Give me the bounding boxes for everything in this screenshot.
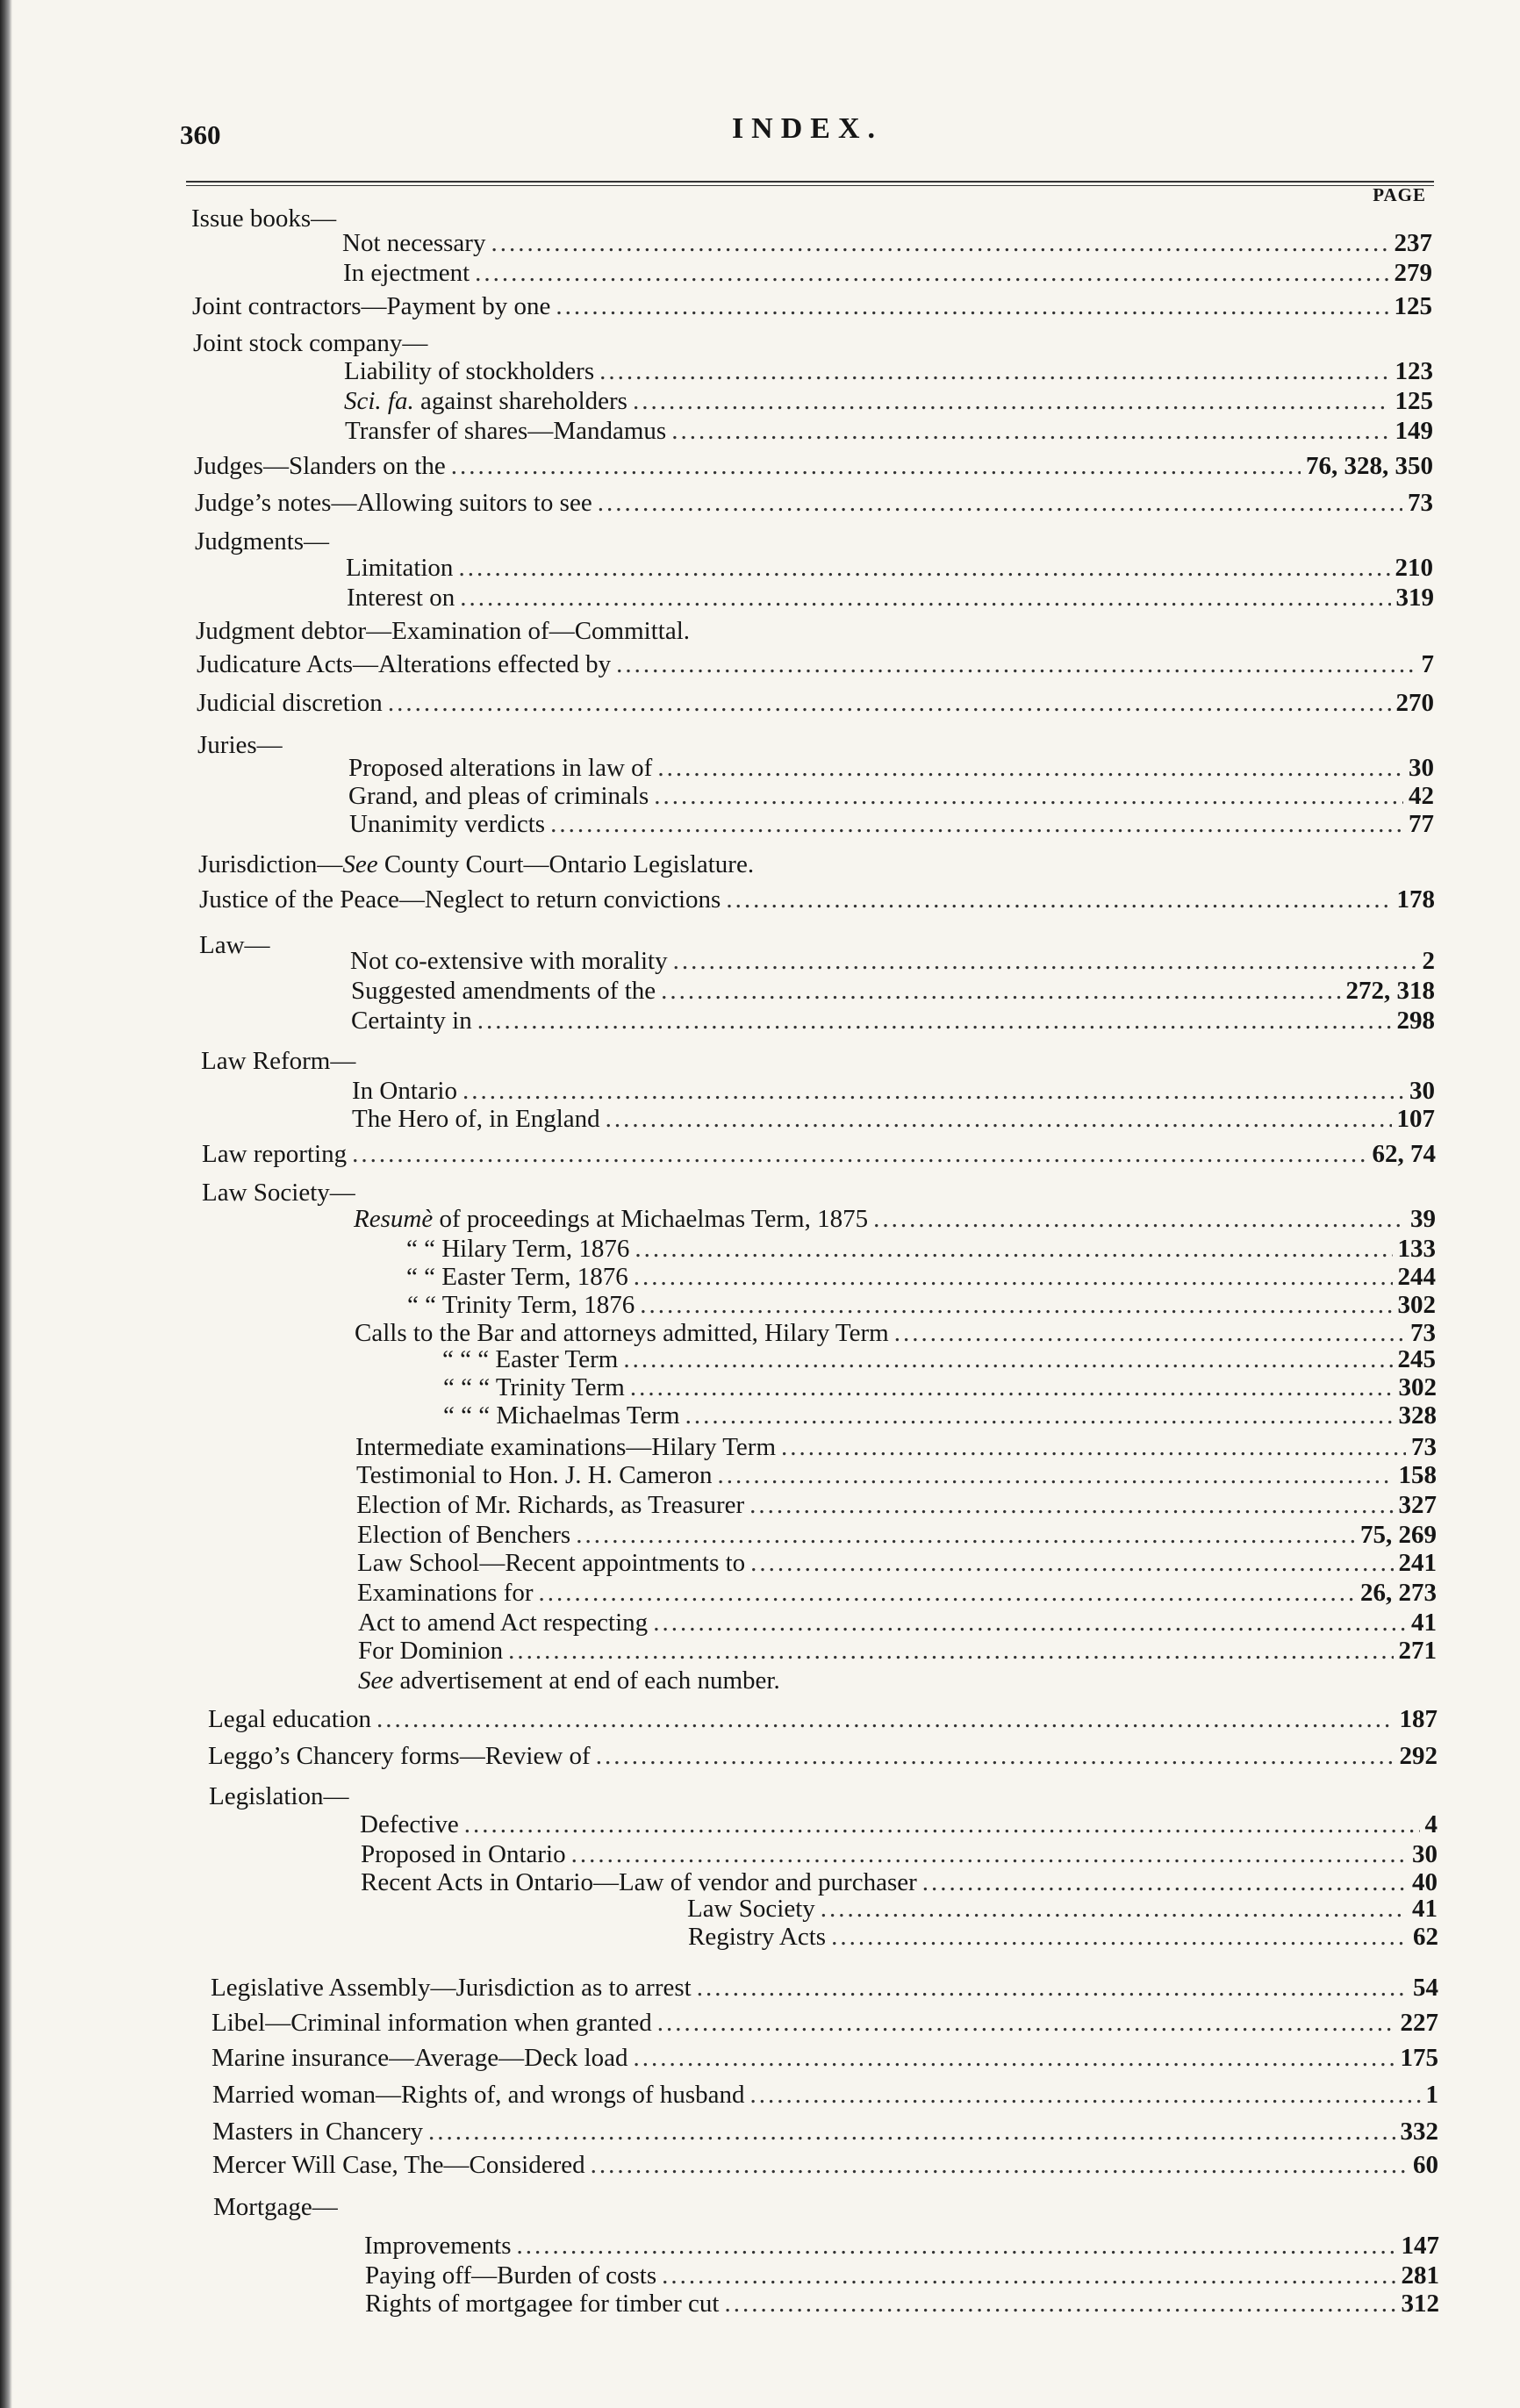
entry-text: Judges—Slanders on the bbox=[194, 452, 446, 480]
entry-text: Registry Acts bbox=[688, 1923, 827, 1951]
index-subentry bbox=[351, 1006, 1435, 1036]
entry-text: Married woman—Rights of, and wrongs of husband bbox=[212, 2081, 745, 2109]
entry-text: “ “ “ Trinity Term bbox=[443, 1373, 625, 1401]
index-subentry bbox=[355, 1318, 1436, 1348]
index-subentry bbox=[351, 976, 1435, 1006]
index-subentry bbox=[364, 2231, 1439, 2261]
leader-dots bbox=[634, 1262, 1393, 1292]
index-subentry bbox=[348, 753, 1434, 783]
index-subentry bbox=[442, 1344, 1436, 1374]
entry-text: Law School—Recent appointments to bbox=[357, 1549, 746, 1577]
index-subentry bbox=[348, 781, 1434, 811]
entry-page-ref: 147 bbox=[1401, 2232, 1439, 2260]
leader-dots bbox=[599, 356, 1389, 386]
entry-text: “ “ Easter Term, 1876 bbox=[406, 1263, 628, 1291]
leader-dots bbox=[458, 553, 1389, 583]
entry-text: Examinations for bbox=[357, 1579, 534, 1607]
entry-text: Judgment debtor—Examination of—Committal. bbox=[196, 617, 691, 645]
leader-dots bbox=[697, 1973, 1408, 2003]
index-entry bbox=[195, 488, 1433, 518]
entry-text: Issue books— bbox=[191, 204, 337, 233]
entry-text: Interest on bbox=[347, 584, 455, 612]
leader-dots bbox=[630, 1372, 1394, 1402]
entry-text: Law— bbox=[199, 931, 270, 959]
entry-text: Defective bbox=[360, 1810, 459, 1838]
entry-text: Rights of mortgagee for timber cut bbox=[365, 2290, 720, 2318]
index-entry bbox=[197, 649, 1434, 679]
leader-dots bbox=[633, 386, 1390, 416]
entry-text: Resumè of proceedings at Michaelmas Term, 1875 bbox=[354, 1205, 869, 1233]
entry-text: “ “ Trinity Term, 1876 bbox=[407, 1291, 635, 1319]
leader-dots bbox=[376, 1704, 1395, 1734]
index-subentry bbox=[355, 1432, 1437, 1462]
index-entry bbox=[198, 849, 1434, 879]
entry-page-ref: 302 bbox=[1397, 1291, 1436, 1319]
entry-text: Limitation bbox=[346, 554, 454, 582]
leader-dots bbox=[654, 781, 1403, 811]
entry-page-ref: 245 bbox=[1397, 1345, 1436, 1373]
entry-text: Improvements bbox=[364, 2232, 512, 2260]
entry-page-ref: 279 bbox=[1394, 259, 1432, 287]
leader-dots bbox=[685, 1401, 1394, 1430]
index-entry bbox=[208, 1704, 1438, 1734]
leader-dots bbox=[596, 1741, 1395, 1771]
entry-text: Libel—Criminal information when granted bbox=[212, 2009, 652, 2037]
index-entry bbox=[212, 2008, 1438, 2038]
entry-page-ref: 41 bbox=[1412, 1895, 1438, 1923]
entry-text: The Hero of, in England bbox=[352, 1105, 600, 1133]
leader-dots bbox=[428, 2117, 1395, 2146]
entry-text: Testimonial to Hon. J. H. Cameron bbox=[356, 1461, 713, 1489]
entry-page-ref: 298 bbox=[1396, 1007, 1435, 1035]
leader-dots bbox=[640, 1290, 1392, 1320]
index-entry bbox=[195, 527, 1433, 556]
index-subentry bbox=[357, 1578, 1437, 1608]
entry-text: Grand, and pleas of criminals bbox=[348, 782, 649, 810]
index-entry bbox=[212, 2043, 1438, 2073]
entry-page-ref: 30 bbox=[1409, 754, 1434, 782]
entry-page-ref: 39 bbox=[1410, 1205, 1436, 1233]
leader-dots bbox=[673, 946, 1417, 976]
entry-text: Recent Acts in Ontario—Law of vendor and purchaser bbox=[361, 1868, 917, 1896]
entry-text: Judicial discretion bbox=[197, 689, 383, 717]
leader-dots bbox=[657, 2008, 1395, 2038]
index-subentry bbox=[356, 1490, 1437, 1520]
entry-text: Legislative Assembly—Jurisdiction as to arrest bbox=[211, 1974, 692, 2002]
entry-page-ref: 60 bbox=[1413, 2151, 1438, 2179]
entry-page-ref: 158 bbox=[1398, 1461, 1437, 1489]
leader-dots bbox=[462, 1076, 1404, 1106]
entry-text: Judicature Acts—Alterations effected by bbox=[197, 650, 612, 678]
entry-text: Proposed in Ontario bbox=[361, 1840, 566, 1868]
index-subentry bbox=[361, 1839, 1438, 1869]
entry-page-ref: 133 bbox=[1397, 1235, 1436, 1263]
index-subentry bbox=[358, 1666, 1437, 1695]
leader-dots bbox=[591, 2150, 1408, 2180]
entry-text: Law reporting bbox=[202, 1140, 348, 1168]
entry-text: Paying off—Burden of costs bbox=[365, 2261, 657, 2290]
leader-dots bbox=[653, 1608, 1406, 1638]
entry-page-ref: 328 bbox=[1398, 1401, 1437, 1430]
index-entry bbox=[213, 2192, 1439, 2222]
entry-text: Law Reform— bbox=[201, 1047, 356, 1075]
index-subentry bbox=[688, 1922, 1438, 1952]
leader-dots bbox=[635, 1234, 1392, 1264]
entry-page-ref: 125 bbox=[1395, 387, 1433, 415]
leader-dots bbox=[556, 291, 1388, 321]
entry-text: Suggested amendments of the bbox=[351, 977, 656, 1005]
entry-page-ref: 41 bbox=[1411, 1609, 1437, 1637]
entry-text: Election of Benchers bbox=[357, 1521, 571, 1549]
index-entry bbox=[201, 1046, 1435, 1076]
leader-dots bbox=[922, 1867, 1407, 1897]
entry-text: Judgments— bbox=[195, 527, 330, 555]
index-subentry bbox=[352, 1104, 1435, 1134]
index-entry bbox=[212, 2117, 1438, 2146]
leader-dots bbox=[750, 1548, 1393, 1578]
index-subentry bbox=[687, 1894, 1438, 1924]
entry-page-ref: 187 bbox=[1399, 1705, 1438, 1733]
entry-text: Mercer Will Case, The—Considered bbox=[212, 2151, 585, 2179]
index-subentry bbox=[344, 386, 1433, 416]
leader-dots bbox=[491, 228, 1388, 258]
entry-text: Legislation— bbox=[209, 1782, 349, 1810]
entry-text: Not necessary bbox=[342, 229, 486, 257]
leader-dots bbox=[477, 1006, 1392, 1036]
entry-page-ref: 26, 273 bbox=[1360, 1579, 1437, 1607]
leader-dots bbox=[606, 1104, 1392, 1134]
entry-text: Leggo’s Chancery forms—Review of bbox=[208, 1742, 591, 1770]
leader-dots bbox=[781, 1432, 1406, 1462]
index-entry bbox=[194, 451, 1433, 481]
index-subentry bbox=[346, 553, 1433, 583]
entry-text: Marine insurance—Average—Deck load bbox=[212, 2044, 628, 2072]
entry-text: Proposed alterations in law of bbox=[348, 754, 653, 782]
entry-page-ref: 332 bbox=[1400, 2118, 1438, 2146]
index-subentry bbox=[358, 1608, 1437, 1638]
entry-text: “ “ “ Easter Term bbox=[442, 1345, 619, 1373]
entry-page-ref: 272, 318 bbox=[1345, 977, 1435, 1005]
leader-dots bbox=[661, 976, 1340, 1006]
entry-text: Judge’s notes—Allowing suitors to see bbox=[195, 489, 592, 517]
leader-dots bbox=[623, 1344, 1392, 1374]
index-subentry bbox=[350, 946, 1435, 976]
entry-page-ref: 327 bbox=[1398, 1491, 1437, 1519]
leader-dots bbox=[750, 2080, 1421, 2110]
entry-page-ref: 312 bbox=[1401, 2290, 1439, 2318]
entry-text: Unanimity verdicts bbox=[349, 810, 546, 838]
index-subentry bbox=[365, 2289, 1439, 2318]
entry-text: Election of Mr. Richards, as Treasurer bbox=[356, 1491, 745, 1519]
index-subentry bbox=[406, 1262, 1436, 1292]
leader-dots bbox=[726, 885, 1391, 914]
leader-dots bbox=[831, 1922, 1408, 1952]
leader-dots bbox=[475, 258, 1388, 288]
entry-text: Joint stock company— bbox=[193, 329, 428, 357]
leader-dots bbox=[671, 416, 1389, 446]
leader-dots bbox=[508, 1636, 1393, 1666]
leader-dots bbox=[388, 688, 1391, 718]
index-entry bbox=[193, 328, 1433, 358]
leader-dots bbox=[616, 649, 1416, 679]
entry-text: See advertisement at end of each number. bbox=[358, 1666, 780, 1695]
entry-page-ref: 76, 328, 350 bbox=[1306, 452, 1433, 480]
leader-dots bbox=[657, 753, 1403, 783]
entry-text: Act to amend Act respecting bbox=[358, 1609, 649, 1637]
index-subentry bbox=[361, 1867, 1438, 1897]
leader-dots bbox=[464, 1810, 1420, 1839]
leader-dots bbox=[451, 451, 1301, 481]
index-entry bbox=[196, 616, 1434, 646]
index-subentry bbox=[365, 2261, 1439, 2290]
leader-dots bbox=[724, 2289, 1395, 2318]
entry-page-ref: 149 bbox=[1395, 417, 1433, 445]
index-entry bbox=[197, 688, 1434, 718]
entry-text: Transfer of shares—Mandamus bbox=[345, 417, 667, 445]
index-subentry bbox=[407, 1290, 1436, 1320]
entry-page-ref: 1 bbox=[1425, 2081, 1438, 2109]
index-entry bbox=[202, 1178, 1436, 1208]
entry-page-ref: 73 bbox=[1408, 489, 1433, 517]
entry-text: “ “ “ Michaelmas Term bbox=[443, 1401, 680, 1430]
entry-text: In ejectment bbox=[343, 259, 470, 287]
entry-text: For Dominion bbox=[358, 1637, 504, 1665]
entry-page-ref: 244 bbox=[1397, 1263, 1436, 1291]
leader-dots bbox=[550, 809, 1403, 839]
entry-text: In Ontario bbox=[352, 1077, 457, 1105]
entry-page-ref: 227 bbox=[1400, 2009, 1438, 2037]
entry-text: Calls to the Bar and attorneys admitted, Hilary Term bbox=[355, 1319, 889, 1347]
entry-text: Mortgage— bbox=[213, 2193, 338, 2221]
index-subentry bbox=[347, 583, 1434, 613]
index-subentry bbox=[358, 1636, 1437, 1666]
index-subentry bbox=[356, 1460, 1437, 1490]
page-number: 360 bbox=[180, 119, 221, 150]
entry-page-ref: 42 bbox=[1409, 782, 1434, 810]
entry-page-ref: 123 bbox=[1395, 357, 1433, 385]
entry-page-ref: 30 bbox=[1412, 1840, 1438, 1868]
leader-dots bbox=[460, 583, 1390, 613]
entry-page-ref: 292 bbox=[1399, 1742, 1438, 1770]
entry-page-ref: 77 bbox=[1409, 810, 1434, 838]
leader-dots bbox=[539, 1578, 1355, 1608]
entry-page-ref: 2 bbox=[1422, 947, 1435, 975]
entry-text: Not co-extensive with morality bbox=[350, 947, 668, 975]
leader-dots bbox=[634, 2043, 1395, 2073]
entry-page-ref: 40 bbox=[1412, 1868, 1438, 1896]
index-subentry bbox=[354, 1204, 1436, 1234]
entry-page-ref: 241 bbox=[1398, 1549, 1437, 1577]
entry-page-ref: 270 bbox=[1395, 689, 1434, 717]
entry-page-ref: 107 bbox=[1396, 1105, 1435, 1133]
entry-page-ref: 210 bbox=[1395, 554, 1433, 582]
index-subentry bbox=[345, 416, 1433, 446]
entry-page-ref: 73 bbox=[1411, 1433, 1437, 1461]
entry-page-ref: 62, 74 bbox=[1372, 1140, 1436, 1168]
entry-text: Law Society bbox=[687, 1895, 815, 1923]
index-entry bbox=[212, 2080, 1438, 2110]
index-entry bbox=[202, 1139, 1436, 1169]
index-entry bbox=[209, 1781, 1438, 1811]
entry-page-ref: 178 bbox=[1396, 885, 1435, 914]
leader-dots bbox=[821, 1894, 1407, 1924]
entry-text: Legal education bbox=[208, 1705, 371, 1733]
index-subentry bbox=[342, 228, 1432, 258]
index-subentry bbox=[357, 1548, 1437, 1578]
entry-text: Juries— bbox=[197, 731, 283, 759]
entry-text: Law Society— bbox=[202, 1179, 355, 1207]
entry-text: Masters in Chancery bbox=[212, 2118, 423, 2146]
index-subentry bbox=[443, 1372, 1437, 1402]
entry-text: Sci. fa. against shareholders bbox=[344, 387, 627, 415]
index-subentry bbox=[343, 258, 1432, 288]
leader-dots bbox=[873, 1204, 1405, 1234]
entry-text: Joint contractors—Payment by one bbox=[192, 292, 551, 320]
entry-text: Justice of the Peace—Neglect to return convictions bbox=[199, 885, 721, 914]
index-entry bbox=[208, 1741, 1438, 1771]
entry-text: “ “ Hilary Term, 1876 bbox=[406, 1235, 630, 1263]
entry-page-ref: 319 bbox=[1395, 584, 1434, 612]
entry-page-ref: 4 bbox=[1424, 1810, 1438, 1838]
entry-page-ref: 175 bbox=[1400, 2044, 1438, 2072]
entry-page-ref: 62 bbox=[1413, 1923, 1438, 1951]
index-subentry bbox=[349, 809, 1434, 839]
entry-page-ref: 271 bbox=[1398, 1637, 1437, 1665]
entry-text: Jurisdiction—See County Court—Ontario Legislature. bbox=[198, 850, 755, 878]
entry-page-ref: 7 bbox=[1421, 650, 1434, 678]
index-entry bbox=[199, 885, 1435, 914]
entry-text: Certainty in bbox=[351, 1007, 472, 1035]
index-entry bbox=[192, 291, 1432, 321]
index-entry bbox=[212, 2150, 1438, 2180]
entry-page-ref: 125 bbox=[1394, 292, 1432, 320]
entry-page-ref: 237 bbox=[1394, 229, 1432, 257]
index-subentry bbox=[360, 1810, 1438, 1839]
leader-dots bbox=[571, 1839, 1407, 1869]
index-subentry bbox=[357, 1520, 1437, 1550]
leader-dots bbox=[352, 1139, 1366, 1169]
index-subentry bbox=[443, 1401, 1437, 1430]
page-title: INDEX. bbox=[731, 112, 884, 145]
leader-dots bbox=[517, 2231, 1396, 2261]
index-entry bbox=[211, 1973, 1438, 2003]
index-subentry bbox=[352, 1076, 1435, 1106]
entry-text: Intermediate examinations—Hilary Term bbox=[355, 1433, 776, 1461]
leader-dots bbox=[749, 1490, 1393, 1520]
index-subentry bbox=[344, 356, 1433, 386]
entry-page-ref: 73 bbox=[1410, 1319, 1436, 1347]
entry-page-ref: 302 bbox=[1398, 1373, 1437, 1401]
entry-page-ref: 75, 269 bbox=[1360, 1521, 1437, 1549]
page-column-heading: PAGE bbox=[1373, 184, 1426, 205]
leader-dots bbox=[576, 1520, 1355, 1550]
entry-text: Liability of stockholders bbox=[344, 357, 595, 385]
entry-page-ref: 54 bbox=[1413, 1974, 1438, 2002]
leader-dots bbox=[894, 1318, 1405, 1348]
leader-dots bbox=[662, 2261, 1395, 2290]
entry-page-ref: 30 bbox=[1409, 1077, 1435, 1105]
entry-page-ref: 281 bbox=[1401, 2261, 1439, 2290]
leader-dots bbox=[598, 488, 1402, 518]
leader-dots bbox=[718, 1460, 1394, 1490]
index-subentry bbox=[406, 1234, 1436, 1264]
